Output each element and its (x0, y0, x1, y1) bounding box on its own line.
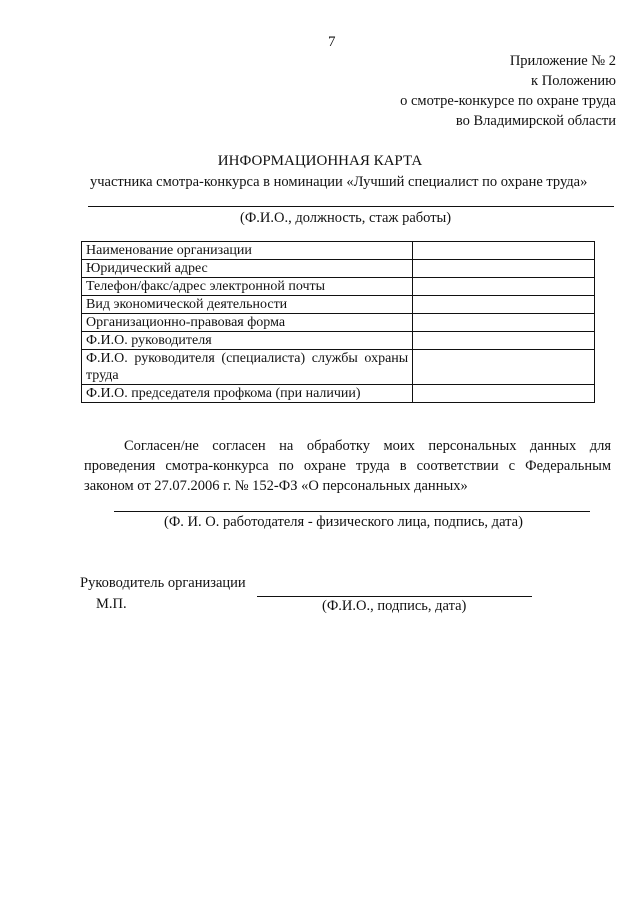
annex-line: во Владимирской области (455, 113, 616, 129)
row-value[interactable] (413, 385, 595, 403)
consent-text: Согласен/не согласен на обработку моих персональных данных для проведения смотра-конкурса по охране труда в соответствии с Федеральным законом от 27.07.2006 г. № 152-ФЗ «О персональных данных» (84, 438, 611, 494)
page-number: 7 (328, 34, 336, 50)
row-label: Ф.И.О. руководителя (82, 332, 413, 350)
table-row (82, 242, 595, 260)
table-row (82, 332, 595, 350)
annex-line: о смотре-конкурсе по охране труда (400, 93, 616, 109)
head-signature-line (257, 596, 532, 597)
row-label: Юридический адрес (82, 260, 413, 278)
row-label: Организационно-правовая форма (82, 314, 413, 332)
info-table (81, 241, 595, 403)
row-value[interactable] (413, 242, 595, 260)
stamp-label: М.П. (96, 596, 127, 612)
table-row (82, 260, 595, 278)
table-row (82, 278, 595, 296)
row-label: Ф.И.О. руководителя (специалиста) службы охраны труда (82, 350, 413, 385)
annex-line: к Положению (531, 73, 616, 89)
row-value[interactable] (413, 296, 595, 314)
name-signature-line (88, 206, 614, 207)
row-label: Телефон/факс/адрес электронной почты (82, 278, 413, 296)
annex-line: Приложение № 2 (509, 53, 616, 69)
signer-label: Руководитель организации (80, 575, 246, 591)
document-subtitle: участника смотра-конкурса в номинации «Лучший специалист по охране труда» (90, 174, 588, 190)
table-row (82, 385, 595, 403)
table-row (82, 314, 595, 332)
row-value[interactable] (413, 260, 595, 278)
row-value[interactable] (413, 278, 595, 296)
employer-caption: (Ф. И. О. работодателя - физического лица, подпись, дата) (164, 514, 523, 530)
annex-header (400, 51, 616, 131)
table-row (82, 350, 595, 385)
row-label: Наименование организации (82, 242, 413, 260)
name-caption: (Ф.И.О., должность, стаж работы) (240, 210, 452, 226)
table-row (82, 296, 595, 314)
row-label: Вид экономической деятельности (82, 296, 413, 314)
employer-signature-line (114, 511, 590, 512)
row-value[interactable] (413, 314, 595, 332)
row-value[interactable] (413, 332, 595, 350)
row-value[interactable] (413, 350, 595, 385)
document-title: ИНФОРМАЦИОННАЯ КАРТА (217, 153, 423, 169)
signer-caption: (Ф.И.О., подпись, дата) (322, 598, 467, 614)
consent-paragraph (84, 436, 611, 496)
row-label: Ф.И.О. председателя профкома (при наличии) (82, 385, 413, 403)
